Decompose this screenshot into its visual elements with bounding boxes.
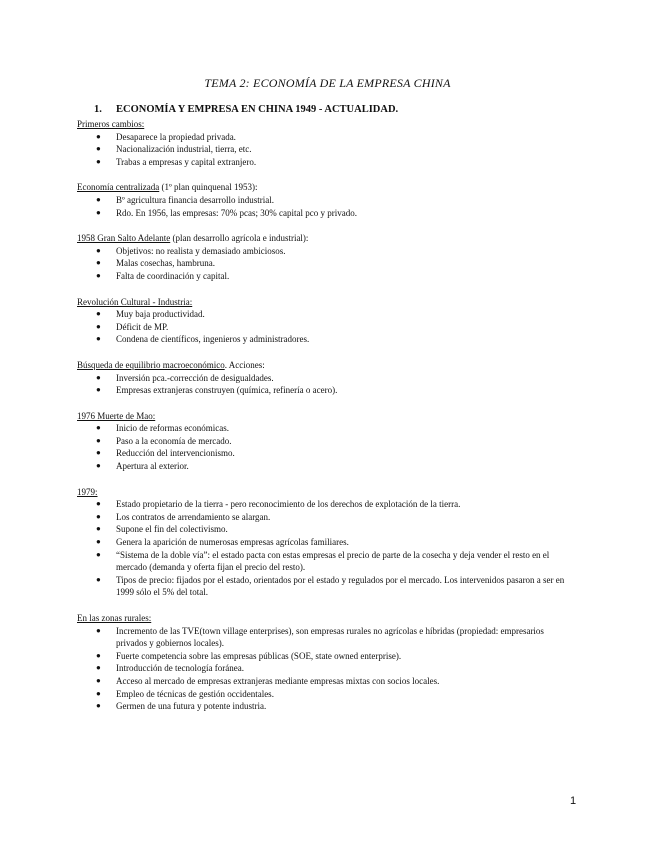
list-item	[77, 662, 577, 675]
subsection-heading	[77, 486, 577, 499]
subsection-heading-underlined: Primeros cambios:	[77, 119, 145, 129]
bullet-list	[77, 245, 577, 283]
subsection	[77, 410, 577, 473]
list-item	[77, 650, 577, 663]
bullet-icon: ●	[96, 194, 101, 204]
list-item	[77, 245, 577, 258]
list-item-text: Incremento de las TVE(town village enterprises), son empresas rurales no agrícolas e híbridas (propiedad: empresarios privados y gobiernos locales).	[116, 625, 544, 649]
list-item	[77, 498, 577, 511]
list-item	[77, 460, 577, 473]
page-number: 1	[570, 795, 577, 807]
list-item	[77, 131, 577, 144]
list-item-text: Desaparece la propiedad privada.	[116, 131, 236, 142]
bullet-icon: ●	[96, 144, 101, 154]
bullet-icon: ●	[96, 423, 101, 433]
bullet-icon: ●	[96, 701, 101, 711]
list-item-text: Reducción del intervencionismo.	[116, 448, 235, 459]
bullet-icon: ●	[96, 511, 101, 521]
bullet-list	[77, 372, 577, 397]
list-item-text: Genera la aparición de numerosas empresas agrícolas familiares.	[116, 537, 349, 548]
bullet-icon: ●	[96, 131, 101, 141]
list-item	[77, 574, 577, 599]
subsection-heading-underlined: Búsqueda de equilibrio macroeconómico	[77, 359, 225, 370]
list-item	[77, 156, 577, 169]
subsection-heading-underlined: En las zonas rurales:	[77, 613, 152, 623]
section-number: 1.	[94, 104, 102, 115]
list-item-text: Acceso al mercado de empresas extranjeras mediante empresas mixtas con socios locales.	[116, 675, 440, 686]
bullet-icon: ●	[96, 448, 101, 458]
subsection	[77, 486, 577, 599]
document-title: TEMA 2: ECONOMÍA DE LA EMPRESA CHINA	[204, 76, 451, 90]
subsection-heading	[77, 410, 577, 423]
list-item-text: Estado propietario de la tierra - pero reconocimiento de los derechos de explotación de la tierra.	[116, 499, 461, 510]
subsection-heading-underlined: 1958 Gran Salto Adelante	[77, 233, 171, 244]
bullet-icon: ●	[96, 207, 101, 217]
bullet-list	[77, 625, 577, 713]
bullet-list	[77, 422, 577, 472]
list-item-text: Condena de científicos, ingenieros y administradores.	[116, 334, 310, 345]
bullet-list	[77, 194, 577, 219]
list-item-text: Malas cosechas, hambruna.	[116, 258, 215, 269]
bullet-icon: ●	[96, 321, 101, 331]
bullet-icon: ●	[96, 309, 101, 319]
bullet-icon: ●	[96, 270, 101, 280]
list-item-text: Paso a la economía de mercado.	[116, 435, 232, 446]
list-item	[77, 675, 577, 688]
list-item	[77, 422, 577, 435]
list-item-text: Supone el fin del colectivismo.	[116, 524, 228, 535]
list-item-text: Falta de coordinación y capital.	[116, 270, 230, 281]
document-body	[77, 118, 577, 726]
subsection-heading	[77, 296, 577, 309]
list-item-text: “Sistema de la doble vía”: el estado pacta con estas empresas el precio de parte de la cosecha y deja vender el resto en el mercado (demanda y oferta fijan el precio del resto).	[116, 549, 550, 573]
subsection	[77, 118, 577, 168]
bullet-icon: ●	[96, 688, 101, 698]
list-item	[77, 384, 577, 397]
bullet-icon: ●	[96, 499, 101, 509]
list-item-text: Empresas extranjeras construyen (química, refinería o acero).	[116, 385, 338, 396]
list-item	[77, 321, 577, 334]
list-item-text: Inversión pca.-corrección de desigualdades.	[116, 372, 274, 383]
list-item	[77, 700, 577, 713]
list-item-text: Los contratos de arrendamiento se alargan.	[116, 511, 271, 522]
bullet-icon: ●	[96, 524, 101, 534]
list-item	[77, 270, 577, 283]
bullet-icon: ●	[96, 334, 101, 344]
subsection-heading-underlined: 1979:	[77, 486, 98, 497]
list-item-text: Rdo. En 1956, las empresas: 70% pcas; 30% capital pco y privado.	[116, 207, 357, 218]
bullet-icon: ●	[96, 625, 101, 635]
list-item	[77, 333, 577, 346]
list-item	[77, 688, 577, 701]
list-item-text: Bº agricultura financia desarrollo industrial.	[116, 194, 274, 205]
list-item	[77, 625, 577, 650]
subsection-heading	[77, 232, 577, 245]
list-item-text: Apertura al exterior.	[116, 461, 189, 472]
list-item	[77, 549, 577, 574]
subsection	[77, 612, 577, 713]
bullet-list	[77, 308, 577, 346]
bullet-list	[77, 131, 577, 169]
bullet-icon: ●	[96, 461, 101, 471]
list-item	[77, 536, 577, 549]
bullet-list	[77, 498, 577, 599]
list-item-text: Introducción de tecnología foránea.	[116, 663, 244, 674]
bullet-icon: ●	[96, 258, 101, 268]
subsection	[77, 181, 577, 219]
subsection-heading-underlined: Revolución Cultural - Industria:	[77, 296, 193, 307]
subsection	[77, 232, 577, 282]
bullet-icon: ●	[96, 675, 101, 685]
list-item	[77, 194, 577, 207]
list-item	[77, 435, 577, 448]
list-item	[77, 207, 577, 220]
bullet-icon: ●	[96, 385, 101, 395]
subsection	[77, 359, 577, 397]
bullet-icon: ●	[96, 574, 101, 584]
list-item	[77, 143, 577, 156]
subsection-heading-rest: (plan desarrollo agrícola e industrial):	[170, 233, 309, 244]
list-item	[77, 257, 577, 270]
subsection-heading	[77, 359, 577, 372]
subsection-heading	[77, 118, 577, 131]
list-item-text: Nacionalización industrial, tierra, etc.	[116, 144, 252, 155]
subsection-heading-underlined: Economía centralizada	[77, 182, 160, 193]
bullet-icon: ●	[96, 156, 101, 166]
list-item-text: Fuerte competencia sobre las empresas públicas (SOE, state owned enterprise).	[116, 650, 402, 661]
subsection-heading	[77, 181, 577, 194]
subsection-heading-underlined: 1976 Muerte de Mao:	[77, 410, 156, 421]
bullet-icon: ●	[96, 549, 101, 559]
section-heading-text: ECONOMÍA Y EMPRESA EN CHINA 1949 - ACTUALIDAD.	[116, 104, 399, 115]
subsection-heading	[77, 612, 577, 625]
bullet-icon: ●	[96, 663, 101, 673]
subsection	[77, 296, 577, 346]
bullet-icon: ●	[96, 435, 101, 445]
list-item-text: Muy baja productividad.	[116, 309, 205, 320]
list-item	[77, 523, 577, 536]
list-item	[77, 511, 577, 524]
list-item	[77, 447, 577, 460]
list-item-text: Déficit de MP.	[116, 321, 169, 332]
section-heading	[94, 104, 398, 115]
bullet-icon: ●	[96, 650, 101, 660]
subsection-heading-rest: (1º plan quinquenal 1953):	[159, 182, 258, 193]
list-item-text: Inicio de reformas económicas.	[116, 423, 229, 434]
list-item	[77, 372, 577, 385]
list-item-text: Germen de una futura y potente industria.	[116, 701, 267, 712]
list-item-text: Empleo de técnicas de gestión occidentales.	[116, 688, 274, 699]
list-item-text: Trabas a empresas y capital extranjero.	[116, 156, 257, 167]
list-item-text: Tipos de precio: fijados por el estado, orientados por el estado y regulados por el mercado. Los intervenidos pasaron a ser en 1999 sólo el 5% del total.	[116, 574, 565, 598]
subsection-heading-rest: . Acciones:	[224, 359, 265, 370]
bullet-icon: ●	[96, 537, 101, 547]
list-item-text: Objetivos: no realista y demasiado ambiciosos.	[116, 245, 286, 256]
bullet-icon: ●	[96, 245, 101, 255]
bullet-icon: ●	[96, 372, 101, 382]
list-item	[77, 308, 577, 321]
